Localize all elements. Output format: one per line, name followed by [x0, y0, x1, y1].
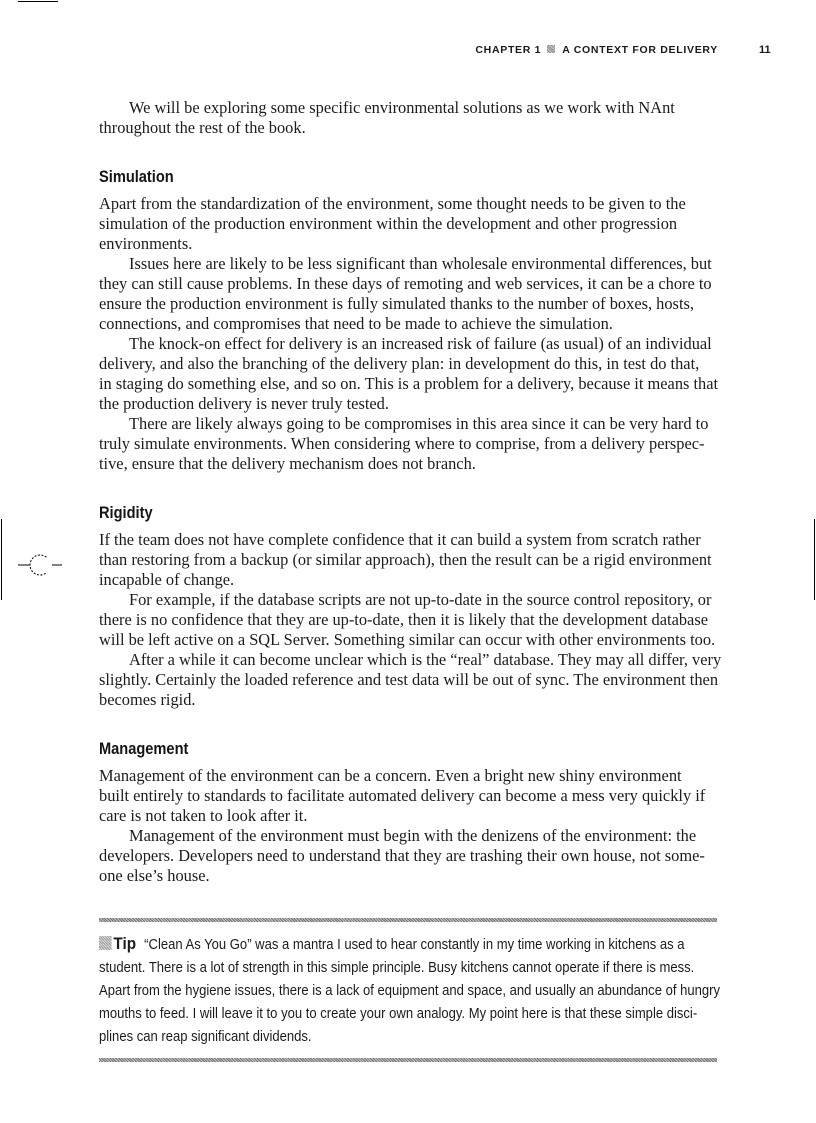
- paragraph: [99, 826, 759, 886]
- body-line: built entirely to standards to facilitate automated delivery can become a mess very quickly if: [99, 786, 706, 805]
- paragraph: [99, 334, 759, 414]
- section-heading: Rigidity: [99, 503, 153, 522]
- section-simulation: [99, 167, 759, 474]
- body-line: slightly. Certainly the loaded reference and test data will be out of sync. The environment then: [99, 670, 719, 689]
- body-line: will be left active on a SQL Server. Something similar can occur with other environments too.: [99, 630, 716, 649]
- paragraph: [99, 650, 759, 710]
- tip-line: plines can reap significant dividends.: [99, 1029, 312, 1045]
- tip-bottom-rule: [99, 1058, 717, 1062]
- section-rigidity: [99, 503, 759, 710]
- paragraph: [99, 530, 759, 590]
- body-line: incapable of change.: [99, 570, 235, 589]
- body-line: the production delivery is never truly tested.: [99, 394, 389, 413]
- section-heading-row: [99, 167, 759, 187]
- body-line: they can still cause problems. In these days of remoting and web services, it can be a chore to: [99, 274, 712, 293]
- paragraph-intro: [99, 98, 759, 138]
- paragraph: [99, 414, 759, 474]
- body-line: The knock-on effect for delivery is an increased risk of failure (as usual) of an individual: [129, 334, 712, 353]
- main-text: [99, 98, 759, 886]
- body-line: We will be exploring some specific environmental solutions as we work with NAnt: [129, 98, 675, 117]
- paragraph: [99, 590, 759, 650]
- body-line: Apart from the standardization of the environment, some thought needs to be given to the: [99, 194, 686, 213]
- body-line: throughout the rest of the book.: [99, 118, 306, 137]
- paragraph: [99, 766, 759, 826]
- tip-line: student. There is a lot of strength in this simple principle. Busy kitchens cannot operate if there is mess.: [99, 960, 695, 976]
- body-line: Management of the environment must begin with the denizens of the environment: the: [129, 826, 697, 845]
- body-line: Issues here are likely to be less significant than wholesale environmental differences, but: [129, 254, 712, 273]
- paragraph: [99, 194, 759, 254]
- body-line: than restoring from a backup (or similar approach), then the result can be a rigid environment: [99, 550, 712, 569]
- tip-square-icon: [99, 936, 112, 950]
- section-heading-row: [99, 503, 759, 523]
- crop-mark-right: [814, 519, 815, 600]
- tip-line-text: “Clean As You Go” was a mantra I used to hear constantly in my time working in kitchens as a: [144, 937, 685, 953]
- section-heading: Management: [99, 739, 189, 758]
- separator-square-icon: [547, 45, 555, 53]
- body-line: If the team does not have complete confidence that it can build a system from scratch rather: [99, 530, 701, 549]
- chapter-label: CHAPTER 1: [475, 44, 542, 56]
- body-line: tive, ensure that the delivery mechanism does not branch.: [99, 454, 476, 473]
- body-line: there is no confidence that they are up-to-date, then it is likely that the development database: [99, 610, 708, 629]
- tip-line: [99, 934, 685, 957]
- body-line: For example, if the database scripts are not up-to-date in the source control repository, or: [129, 590, 712, 609]
- registration-mark-icon: [16, 552, 64, 578]
- crop-mark-top: [18, 1, 58, 2]
- body-line: environments.: [99, 234, 193, 253]
- section-management: [99, 739, 759, 886]
- body-line: There are likely always going to be compromises in this area since it can be very hard to: [129, 414, 709, 433]
- body-line: becomes rigid.: [99, 690, 196, 709]
- section-heading-row: [99, 739, 759, 759]
- running-head: [475, 43, 718, 57]
- tip-box: [99, 918, 720, 1062]
- body-line: care is not taken to look after it.: [99, 806, 308, 825]
- body-line: After a while it can become unclear which is the “real” database. They may all differ, very: [129, 650, 722, 669]
- body-line: truly simulate environments. When considering where to comprise, from a delivery perspec-: [99, 434, 705, 453]
- tip-line: Apart from the hygiene issues, there is a lack of equipment and space, and usually an abundance of hungry: [99, 983, 720, 999]
- section-heading: Simulation: [99, 167, 174, 186]
- tip-body: [99, 922, 720, 1058]
- body-line: in staging do something else, and so on. This is a problem for a delivery, because it means that: [99, 374, 719, 393]
- body-line: Management of the environment can be a concern. Even a bright new shiny environment: [99, 766, 682, 785]
- crop-mark-left: [1, 519, 2, 600]
- body-line: simulation of the production environment within the development and other progression: [99, 214, 678, 233]
- body-line: ensure the production environment is fully simulated thanks to the number of boxes, hosts,: [99, 294, 694, 313]
- body-line: connections, and compromises that need to be made to achieve the simulation.: [99, 314, 613, 333]
- page-number: 11: [759, 44, 771, 56]
- body-line: delivery, and also the branching of the delivery plan: in development do this, in test do that,: [99, 354, 700, 373]
- chapter-title: A CONTEXT FOR DELIVERY: [562, 44, 718, 56]
- paragraph: [99, 254, 759, 334]
- tip-line: mouths to feed. I will leave it to you to create your own analogy. My point here is that these simple disci-: [99, 1006, 698, 1022]
- body-line: developers. Developers need to understand that they are trashing their own house, not some-: [99, 846, 705, 865]
- tip-label: Tip: [113, 934, 137, 953]
- body-line: one else’s house.: [99, 866, 210, 885]
